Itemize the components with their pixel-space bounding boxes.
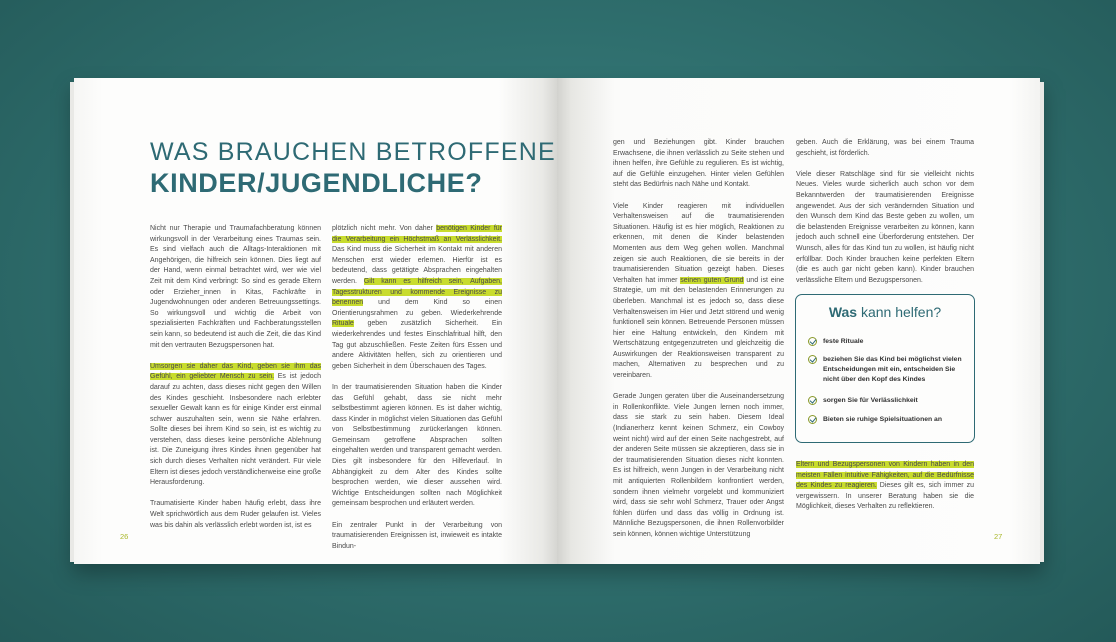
help-box-title-bold: Was bbox=[828, 304, 858, 320]
left-column-2 bbox=[332, 224, 502, 563]
paragraph-text: Es ist jedoch darauf zu achten, dass dieses nicht gegen den Willen des Kindes geschieht. Insbesondere nach erlebter sexueller Gewalt kann es für einige Kinder erst einmal schwer auszuhalten sein, wenn sie Nähe erfahren. Sollte dieses bei ihrem Kind so sein, ist es wichtig zu verstehen, dass dieses keine persönliche Ablehnung ist. Die Zuneigung ihres Kindes ihnen gegenüber hat sich durch dieses Verhalten nicht verändert. Für viele Eltern ist dieses jedoch verständlicherweise eine große Herausforderung. bbox=[150, 373, 321, 487]
paragraph-text: plötzlich nicht mehr. Von daher bbox=[332, 225, 437, 232]
paragraph: Gerade Jungen geraten über die Auseinandersetzung in Rollenkonflikte. Viele Jungen lernen noch immer, dass sie stark zu sein haben. Diesem Ideal (Indianerherz kennt keinen Schmerz, ein Cowboy weint nicht) wird auf der einen Seite nachgestrebt, auf der anderen Seite müssen sie akzeptieren, dass sie in der traumatisierenden Situation dieses nicht konnten. Es ist hilfreich, wenn Jungen in der Verarbeitung nicht mit antiquierten Rollenbildern konfrontiert werden, sondern ihnen vielmehr vorgelebt und kommuniziert wird, dass sie sehr wohl Schmerz, Trauer oder Angst fühlen dürfen und dass das völlig in Ordnung ist. Männliche Bezugspersonen, die ihnen Rollenvorbilder sein können, können wichtige Unterstützung bbox=[613, 393, 784, 538]
help-box-title-rest: kann helfen? bbox=[857, 304, 942, 320]
paragraph: Nicht nur Therapie und Traumafachberatung können wirkungsvoll in der Verarbeitung eines Traumas sein. Es sind vielfach auch die Alltags-Interaktionen mit Angehörigen, die hilfreich sein können. Dies liegt auf der Hand, wenn einmal betrachtet wird, wer wie viel Zeit mit dem Kind verbringt: So sind es gerade Eltern oder Erzieher_innen in Kitas, Fachkräfte in Jugendwohnungen oder anderen Betreuungssettings. So wirkungsvoll und wichtig die Arbeit von spezialisierten Fachkräften und Fachberatungsstellen sein kann, so bedeutend ist auch die Zeit, die das Kind mit den vertrauten Bezugspersonen hat. bbox=[150, 225, 321, 349]
help-item-text: Bieten sie ruhige Spielsituationen an bbox=[823, 416, 942, 423]
paragraph-text: und dem Kind so einen Orientierungsrahmen zu geben. Wiederkehrende bbox=[332, 299, 502, 317]
paragraph-text: Viele Kinder reagieren mit individuellen Verhaltensweisen auf die traumatisierenden Situationen. Häufig ist es hier möglich, Reaktionen zu erkennen, mit denen die Kinder belastenden Momenten aus dem Weg gehen wollen. Manchmal zeigen sie auch Reaktionen, die sie bereits in der traumatisierenden Situation gezeigt haben. Dieses Verhalten hat immer bbox=[613, 202, 784, 284]
help-item-text: beziehen Sie das Kind bei möglichst vielen Entscheidungen mit ein, entscheiden Sie nicht über den Kopf des Kindes bbox=[823, 356, 962, 383]
paragraph-text: Dieses gilt es, sich immer zu vergewissern. In unserer Beratung haben sie die Möglichkeit, dieses Verhalten zu reflektieren. bbox=[796, 482, 974, 511]
checkmark-icon bbox=[808, 415, 817, 424]
right-column-2-bottom bbox=[796, 460, 974, 524]
highlighted-text: Eltern und Bezugspersonen von Kindern haben in den meisten Fällen intuitive Fähigkeiten, auf die Bedürfnisse des Kindes zu reagieren. bbox=[796, 461, 974, 490]
left-page bbox=[74, 78, 557, 564]
highlighted-text: Rituale bbox=[332, 320, 354, 328]
highlighted-text: benötigen Kinder für die Verarbeitung ein Höchstmaß an Verlässlichkeit. bbox=[332, 225, 502, 243]
help-box-title bbox=[796, 304, 974, 320]
paragraph-text: Das Kind muss die Sicherheit im Kontakt mit anderen Menschen erst wieder erlernen. Hierfür ist es bedeutend, dass getätigte Absprachen eingehalten werden. bbox=[332, 246, 502, 285]
paragraph: gen und Beziehungen gibt. Kinder brauchen Erwachsene, die ihnen verlässlich zu Seite stehen und ihnen helfen, ihre Gefühle zu regulieren. Es ist wichtig, auf die Gefühle einzugehen. Hinter vielen Gefühlen steht das Bedürfnis nach Nähe und Kontakt. bbox=[613, 139, 784, 189]
checkmark-icon bbox=[808, 396, 817, 405]
paragraph bbox=[150, 362, 321, 489]
page-title-line1: WAS BRAUCHEN BETROFFENE bbox=[150, 138, 556, 166]
paragraph: geben. Auch die Erklärung, was bei einem Trauma geschieht, ist förderlich. bbox=[796, 139, 974, 157]
checkmark-icon bbox=[808, 337, 817, 346]
paragraph-text: geben zusätzlich Sicherheit. Ein wiederkehrendes und festes Einschlafritual hilft, den Tag gut abzuschließen. Feste Zeiten fürs Essen und andere Aktivitäten helfen, sich zu orientieren und geben Sicherheit in dem Überschauen des Tages. bbox=[332, 320, 502, 370]
paragraph: Viele dieser Ratschläge sind für sie vielleicht nichts Neues. Vieles wurde sicherlich auch schon vor dem Bekanntwerden der traumatisierenden Ereignisse angewendet. Aus der sich verändernden Situation und den Wunsch dem Kind das Beste geben zu wollen, um die belastenden Ereignisse verarbeiten zu können, kann jedoch auch schnell eine Überforderung entstehen. Der Wunsch, alles für das Kind tun zu wollen, ist häufig nicht erfüllbar. Doch Kinder brauchen keine perfekten Eltern (die es auch gar nicht geben kann). Kinder brauchen verlässliche Eltern und Bezugspersonen. bbox=[796, 170, 974, 284]
help-item bbox=[808, 396, 968, 406]
paragraph: In der traumatisierenden Situation haben die Kinder das Gefühl gehabt, dass sie nicht mehr selbstbestimmt agieren können. Es ist daher wichtig, dass Kinder in möglichst vielen Situationen das Gefühl von Selbstbestimmung zurückerlangen können. Gemeinsam getroffene Absprachen sollten eingehalten werden und transparent gemacht werden. Dies gilt insbesondere für den Hilfeverlauf. In Abhängigkeit zu dem Alter des Kindes sollte besprochen werden, wie dieser aussehen wird. Wichtige Entscheidungen sollten nach Möglichkeit gemeinsam besprochen und erläutert werden. bbox=[332, 383, 502, 508]
paragraph-text: und ist eine Strategie, um mit den belastenden Erinnerungen zu überleben. Manchmal ist es jedoch so, dass diese Verhaltensweisen im Hier und Jetzt störend und wenig funktionell sein können. Betreuende Personen müssen hier eine Haltung entwickeln, den Kindern mit Wertschätzung entgegenzutreten und gleichzeitig die Auswirkungen der Reaktionsweisen transparent zu machen, Alternativen zu besprechen und zu vereinbaren. bbox=[613, 276, 784, 380]
paragraph: Ein zentraler Punkt in der Verarbeitung von traumatisierenden Ereignissen ist, inwieweit es intakte Bindun- bbox=[332, 521, 502, 550]
paragraph bbox=[796, 460, 974, 513]
right-page bbox=[557, 78, 1040, 564]
page-title-line2: KINDER/JUGENDLICHE? bbox=[150, 168, 483, 198]
highlighted-text: seinen guten Grund bbox=[680, 276, 744, 284]
help-item-text: feste Rituale bbox=[823, 338, 864, 345]
highlighted-text: Umsorgen sie daher das Kind, geben sie ihm das Gefühl, ein geliebter Mensch zu sein. bbox=[150, 362, 321, 381]
highlighted-text: Gilt kann es hilfreich sein, Aufgaben, Tagesstrukturen und kommende Ereignisse zu benennen bbox=[332, 277, 502, 307]
help-box bbox=[795, 294, 975, 443]
help-item bbox=[808, 337, 968, 347]
checkmark-icon bbox=[808, 355, 817, 364]
help-item-text: sorgen Sie für Verlässlichkeit bbox=[823, 397, 918, 404]
paragraph bbox=[613, 202, 784, 382]
help-item bbox=[808, 355, 968, 384]
right-column-2-top bbox=[796, 138, 974, 297]
left-column-1 bbox=[150, 224, 321, 542]
open-book bbox=[74, 78, 1040, 564]
page-number: 26 bbox=[120, 532, 129, 541]
paragraph: Traumatisierte Kinder haben häufig erlebt, dass ihre Welt sprichwörtlich aus dem Ruder gelaufen ist. Vieles was bis dahin als verlässlich erlebt worden ist, ist es bbox=[150, 500, 321, 529]
right-column-1 bbox=[613, 138, 784, 551]
help-item bbox=[808, 415, 968, 425]
paragraph bbox=[332, 224, 502, 372]
page-number: 27 bbox=[994, 532, 1003, 541]
